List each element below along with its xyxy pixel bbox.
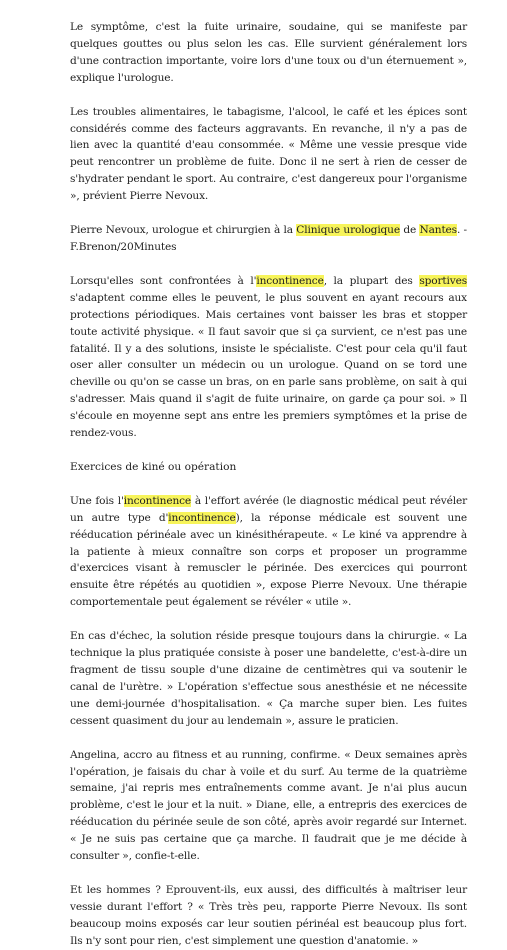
- text-run: Une fois l': [70, 494, 124, 507]
- highlight-clinique-urologique[interactable]: Clinique urologique: [296, 224, 400, 237]
- highlight-nantes[interactable]: Nantes: [419, 224, 457, 237]
- text-run: Lorsqu'elles sont confrontées à l': [70, 274, 257, 287]
- article-paragraph-facteurs: Les troubles alimentaires, le tabagisme, l'alcool, le café et les épices sont considérés comme des facteurs aggravants. En revanche, il n'y a pas de lien avec la quantité d'eau consommée. « Même une vessie presque vide peut rencontrer un problème de fuite. Donc il ne sert à rien de cesser de s'hydrater pendant le sport. Au contraire, c'est dangereux pour l'organisme », prévient Pierre Nevoux.: [70, 105, 467, 203]
- highlight-incontinence[interactable]: incontinence: [256, 274, 324, 287]
- article-paragraph-sportives: [70, 273, 467, 442]
- article-paragraph-temoignages: Angelina, accro au fitness et au running, confirme. « Deux semaines après l'opération, je faisais du char à voile et du surf. Au terme de la quatrième semaine, j'ai repris mes entraînements comme avant. Je n'ai plus aucun problème, c'est le jour et la nuit. » Diane, elle, a entrepris des exercices de rééducation du périnée seule de son côté, après avoir regardé sur Internet. « Je ne suis pas certaine que ça marche. Il faudrait que je me décide à consulter », confie-t-elle.: [70, 748, 467, 863]
- highlight-sportives[interactable]: sportives: [419, 274, 467, 287]
- article-paragraph-reeducation: [70, 493, 467, 611]
- text-run: à l'effort avérée (le diagnostic médical peut révéler un autre type d': [70, 494, 468, 524]
- highlight-incontinence[interactable]: incontinence: [123, 494, 192, 507]
- article-paragraph-hommes: Et les hommes ? Eprouvent-ils, eux aussi, des difficultés à maîtriser leur vessie durant l'effort ? « Très très peu, rapporte Pierre Nevoux. Ils sont beaucoup moins exposés car leur soutien périnéal est beaucoup plus fort. Ils n'y sont pour rien, c'est simplement une question d'anatomie. »: [70, 883, 467, 947]
- highlight-incontinence[interactable]: incontinence: [168, 511, 236, 524]
- caption-credit: . - F.Brenon/20Minutes: [70, 224, 467, 253]
- section-heading: Exercices de kiné ou opération: [70, 460, 237, 473]
- caption-text-mid: de: [399, 224, 420, 237]
- text-run: s'adaptent comme elles le peuvent, le plus souvent en ayant recours aux protections périodiques. Mais certaines vont baisser les bras et stopper toute activité physique. « Il faut savoir que si ça survient, ce n'est pas une fatalité. Il y a des solutions, insiste le spécialiste. C'est pour cela qu'il faut oser aller consulter un médecin ou un urologue. Quand on se tord une cheville ou qu'on se casse un bras, on en parle sans problème, on sait à qui s'adresser. Mais quand il s'agit de fuite urinaire, on garde ça pour soi. » Il s'écoule en moyenne sept ans entre les premiers symptômes et la prise de rendez-vous.: [70, 291, 467, 440]
- article-paragraph-chirurgie: En cas d'échec, la solution réside presque toujours dans la chirurgie. « La technique la plus pratiquée consiste à poser une bandelette, c'est-à-dire un fragment de tissu souple d'une dizaine de centimètres qui va soutenir le canal de l'urètre. » L'opération s'effectue sous anesthésie et ne nécessite une demi-journée d'hospitalisation. « Ça marche super bien. Les fuites cessent quasiment du jour au lendemain », assure le praticien.: [70, 630, 467, 727]
- caption-text-start: Pierre Nevoux, urologue et chirurgien à la: [70, 224, 297, 237]
- photo-caption: [70, 222, 467, 256]
- text-run: , la plupart des: [323, 274, 420, 287]
- text-run: ), la réponse médicale est souvent une rééducation périnéale avec un kinésithérapeute. « Le kiné va apprendre à la patiente à mieux connaître son corps et proposer un programme d'exercices visant à remuscler le périnée. Des exercices qui pourront ensuite être répétés au quotidien », expose Pierre Nevoux. Une thérapie comportementale peut également se révéler « utile ».: [70, 511, 467, 609]
- article-paragraph-symptome: Le symptôme, c'est la fuite urinaire, soudaine, qui se manifeste par quelques gouttes ou plus selon les cas. Elle survient généralement lors d'une contraction importante, voire lors d'une toux ou d'un éternuement », explique l'urologue.: [70, 21, 467, 84]
